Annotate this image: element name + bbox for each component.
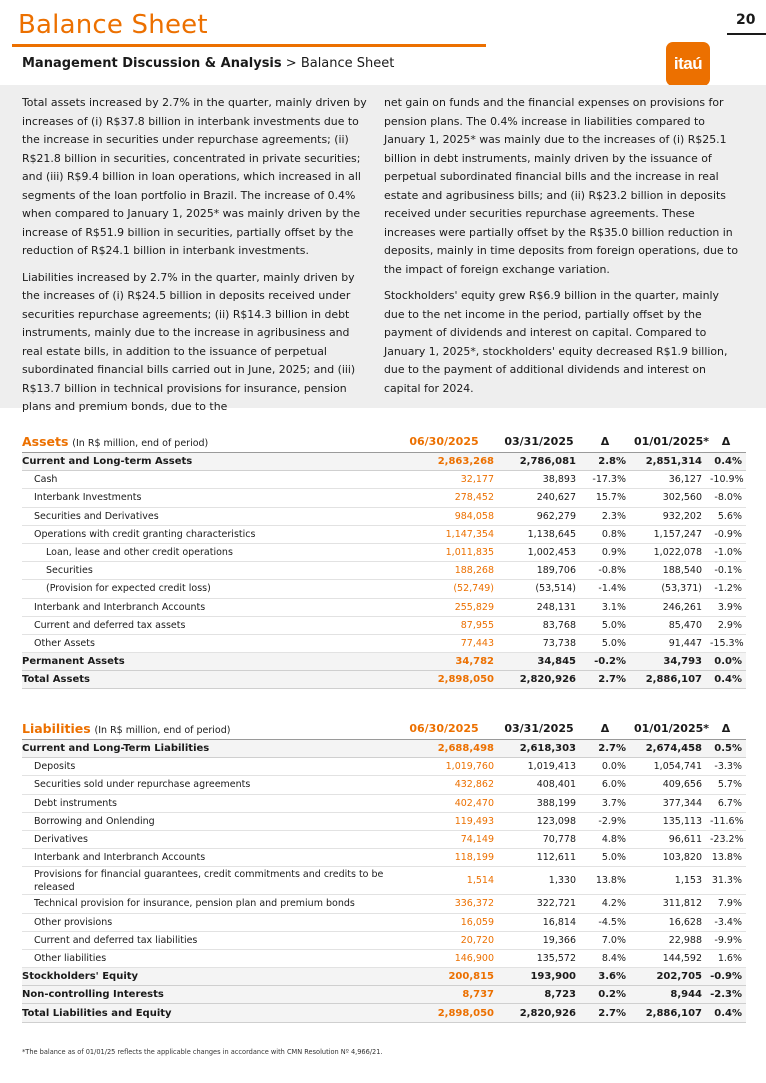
table-row — [22, 471, 746, 489]
table-cell: 255,829 — [390, 598, 498, 616]
row-label: Permanent Assets — [22, 653, 390, 671]
liabilities-title: Liabilities — [22, 720, 91, 736]
logo-text: itaú — [673, 54, 703, 73]
table-cell: 83,768 — [498, 616, 580, 634]
column-header: Δ — [580, 430, 630, 453]
liabilities-header-row — [22, 717, 746, 740]
breadcrumb-current: Balance Sheet — [300, 56, 395, 71]
table-cell: -0.1% — [706, 562, 746, 580]
table-cell: 1,054,741 — [630, 758, 706, 776]
table-row — [22, 949, 746, 967]
table-cell: 1,019,413 — [498, 758, 580, 776]
row-label: Current and deferred tax assets — [22, 616, 390, 634]
row-label: Securities sold under repurchase agreements — [22, 776, 390, 794]
column-header: 03/31/2025 — [498, 430, 580, 453]
column-header: Δ — [580, 717, 630, 740]
row-label: Other liabilities — [22, 949, 390, 967]
table-cell: 8,723 — [498, 986, 580, 1004]
table-cell: 377,344 — [630, 794, 706, 812]
assets-table-title — [22, 430, 390, 453]
page-number-underline — [727, 33, 766, 35]
table-row — [22, 776, 746, 794]
table-cell: 36,127 — [630, 471, 706, 489]
table-cell: 13.8% — [580, 867, 630, 895]
row-label: Provisions for financial guarantees, credit commitments and credits to be released — [22, 867, 390, 895]
intro-left-column — [22, 94, 368, 425]
table-cell: 34,782 — [390, 653, 498, 671]
intro-paragraph: Total assets increased by 2.7% in the quarter, mainly driven by increases of (i) R$37.8 billion in interbank investments due to the increase in securities under repurchase agreements; (ii) R$21.8 billion in securities, concentrated in private securities; and (iii) R$9.4 billion in loan operations, which increased in all segments of the loan portfolio in Brazil. The increase of 0.4% when compared to January 1, 2025* was mainly driven by the increase of R$51.9 billion in securities, partially offset by the reduction of R$24.1 billion in interbank investments. — [22, 96, 367, 257]
table-cell: 2.7% — [580, 671, 630, 689]
table-row — [22, 671, 746, 689]
table-cell: 34,845 — [498, 653, 580, 671]
table-cell: 7.0% — [580, 931, 630, 949]
column-header: Δ — [706, 717, 746, 740]
table-cell: 2,820,926 — [498, 1004, 580, 1022]
table-cell: 91,447 — [630, 634, 706, 652]
table-cell: 0.4% — [706, 671, 746, 689]
table-cell: -0.8% — [580, 562, 630, 580]
intro-paragraph: Liabilities increased by 2.7% in the quarter, mainly driven by the increases of (i) R$24.5 billion in deposits received under securities repurchase agreements; (ii) R$14.3 billion in debt instruments, mainly due to the increase in agribusiness and real estate bills, in addition to the issuance of perpetual subordinated financial bills carried out in June, 2025; and (iii) R$13.7 billion in technical provisions for insurance, pension plans and premium bonds, due to the — [22, 270, 356, 413]
table-cell: 3.7% — [580, 794, 630, 812]
table-cell: 15.7% — [580, 489, 630, 507]
table-cell: 432,862 — [390, 776, 498, 794]
table-cell: 1,157,247 — [630, 525, 706, 543]
table-cell: 962,279 — [498, 507, 580, 525]
table-cell: 2.9% — [706, 616, 746, 634]
row-label: Interbank Investments — [22, 489, 390, 507]
table-cell: 409,656 — [630, 776, 706, 794]
row-label: Debt instruments — [22, 794, 390, 812]
table-cell: 2,688,498 — [390, 740, 498, 758]
table-row — [22, 1004, 746, 1022]
table-cell: 302,560 — [630, 489, 706, 507]
liabilities-units: (In R$ million, end of period) — [94, 724, 231, 736]
assets-title: Assets — [22, 433, 69, 449]
row-label: Operations with credit granting characteristics — [22, 525, 390, 543]
table-cell: 123,098 — [498, 812, 580, 830]
table-cell: 1,330 — [498, 867, 580, 895]
table-cell: 3.6% — [580, 968, 630, 986]
table-cell: 8,944 — [630, 986, 706, 1004]
table-cell: 3.1% — [580, 598, 630, 616]
table-cell: 188,540 — [630, 562, 706, 580]
table-cell: 408,401 — [498, 776, 580, 794]
page-title: Balance Sheet — [18, 10, 208, 40]
table-cell: -23.2% — [706, 830, 746, 848]
table-cell: 246,261 — [630, 598, 706, 616]
table-cell: 200,815 — [390, 968, 498, 986]
table-cell: 5.0% — [580, 634, 630, 652]
row-label: Non-controlling Interests — [22, 986, 390, 1004]
liabilities-table-container — [22, 717, 746, 1023]
table-cell: 13.8% — [706, 849, 746, 867]
row-label: Total Assets — [22, 671, 390, 689]
table-cell: 932,202 — [630, 507, 706, 525]
table-cell: 5.7% — [706, 776, 746, 794]
table-cell: 1,002,453 — [498, 543, 580, 561]
intro-paragraph: Stockholders' equity grew R$6.9 billion in the quarter, mainly due to the net income in the period, partially offset by the payment of dividends and interest on capital. Compared to January 1, 2025*, stockholders' equity decreased R$1.9 billion, due to the payment of additional dividends and interest on capital for 2024. — [384, 289, 728, 395]
row-label: Current and deferred tax liabilities — [22, 931, 390, 949]
table-row — [22, 562, 746, 580]
row-label: Current and Long-term Assets — [22, 453, 390, 471]
table-cell: 85,470 — [630, 616, 706, 634]
table-cell: -9.9% — [706, 931, 746, 949]
table-row — [22, 794, 746, 812]
column-header: 06/30/2025 — [390, 717, 498, 740]
table-cell: 135,572 — [498, 949, 580, 967]
table-cell: 2,898,050 — [390, 1004, 498, 1022]
table-cell: -3.3% — [706, 758, 746, 776]
table-cell: -1.0% — [706, 543, 746, 561]
table-row — [22, 830, 746, 848]
table-cell: 984,058 — [390, 507, 498, 525]
table-cell: 34,793 — [630, 653, 706, 671]
liabilities-table-title — [22, 717, 390, 740]
table-row — [22, 895, 746, 913]
table-cell: 6.0% — [580, 776, 630, 794]
table-row — [22, 653, 746, 671]
table-cell: 2.7% — [580, 1004, 630, 1022]
table-cell: -10.9% — [706, 471, 746, 489]
table-cell: 0.5% — [706, 740, 746, 758]
table-cell: 16,814 — [498, 913, 580, 931]
table-cell: 189,706 — [498, 562, 580, 580]
intro-right-column — [384, 94, 742, 406]
table-cell: 32,177 — [390, 471, 498, 489]
table-cell: 0.0% — [580, 758, 630, 776]
row-label: Current and Long-Term Liabilities — [22, 740, 390, 758]
table-cell: 188,268 — [390, 562, 498, 580]
table-cell: 0.4% — [706, 1004, 746, 1022]
intro-paragraph: net gain on funds and the financial expenses on provisions for pension plans. The 0.4% increase in liabilities compared to January 1, 2025* was mainly due to the increases of (i) R$25.1 billion in debt instruments, mainly driven by the issuance of perpetual subordinated financial bills and the increase in real estate and agribusiness bills; and (ii) R$23.2 billion in deposits received under securities repurchase agreements. These increases were partially offset by the R$35.0 billion reduction in deposits, mainly in time deposits from foreign operations, due to the impact of foreign exchange variation. — [384, 96, 738, 276]
table-row — [22, 986, 746, 1004]
table-cell: 8,737 — [390, 986, 498, 1004]
table-cell: -11.6% — [706, 812, 746, 830]
table-cell: 2.3% — [580, 507, 630, 525]
footnote: *The balance as of 01/01/25 reflects the applicable changes in accordance with CMN Resolution Nº 4,966/21. — [22, 1048, 383, 1056]
assets-table-body — [22, 453, 746, 689]
table-cell: 146,900 — [390, 949, 498, 967]
table-row — [22, 580, 746, 598]
table-cell: 70,778 — [498, 830, 580, 848]
table-row — [22, 543, 746, 561]
table-row — [22, 968, 746, 986]
table-cell: 278,452 — [390, 489, 498, 507]
table-row — [22, 616, 746, 634]
table-cell: 6.7% — [706, 794, 746, 812]
table-cell: 3.9% — [706, 598, 746, 616]
table-cell: 1,019,760 — [390, 758, 498, 776]
table-cell: -2.9% — [580, 812, 630, 830]
breadcrumb — [22, 56, 394, 71]
table-cell: 1.6% — [706, 949, 746, 967]
row-label: Interbank and Interbranch Accounts — [22, 849, 390, 867]
table-cell: 322,721 — [498, 895, 580, 913]
table-row — [22, 453, 746, 471]
table-cell: -0.9% — [706, 525, 746, 543]
table-cell: 22,988 — [630, 931, 706, 949]
column-header: 01/01/2025* — [630, 717, 706, 740]
table-cell: 2.7% — [580, 740, 630, 758]
table-cell: 96,611 — [630, 830, 706, 848]
column-header: 06/30/2025 — [390, 430, 498, 453]
table-cell: 1,514 — [390, 867, 498, 895]
table-cell: 336,372 — [390, 895, 498, 913]
assets-units: (In R$ million, end of period) — [72, 437, 209, 449]
table-cell: 119,493 — [390, 812, 498, 830]
table-cell: -1.2% — [706, 580, 746, 598]
table-cell: 7.9% — [706, 895, 746, 913]
table-cell: 118,199 — [390, 849, 498, 867]
table-cell: 311,812 — [630, 895, 706, 913]
table-cell: 2,851,314 — [630, 453, 706, 471]
table-cell: 202,705 — [630, 968, 706, 986]
table-cell: 31.3% — [706, 867, 746, 895]
table-cell: 16,059 — [390, 913, 498, 931]
table-cell: 1,153 — [630, 867, 706, 895]
liabilities-table-body — [22, 740, 746, 1023]
row-label: Interbank and Interbranch Accounts — [22, 598, 390, 616]
table-cell: 2,863,268 — [390, 453, 498, 471]
table-row — [22, 525, 746, 543]
table-cell: 5.0% — [580, 616, 630, 634]
row-label: Loan, lease and other credit operations — [22, 543, 390, 561]
liabilities-table — [22, 717, 746, 1023]
table-cell: 1,022,078 — [630, 543, 706, 561]
table-cell: 8.4% — [580, 949, 630, 967]
table-cell: 1,138,645 — [498, 525, 580, 543]
table-cell: 2,674,458 — [630, 740, 706, 758]
table-cell: 20,720 — [390, 931, 498, 949]
table-cell: -1.4% — [580, 580, 630, 598]
table-cell: 240,627 — [498, 489, 580, 507]
table-cell: 1,011,835 — [390, 543, 498, 561]
table-cell: 0.2% — [580, 986, 630, 1004]
table-cell: 5.0% — [580, 849, 630, 867]
table-cell: 402,470 — [390, 794, 498, 812]
table-cell: 144,592 — [630, 949, 706, 967]
assets-table-container — [22, 430, 746, 689]
column-header: Δ — [706, 430, 746, 453]
table-row — [22, 489, 746, 507]
table-row — [22, 758, 746, 776]
row-label: Total Liabilities and Equity — [22, 1004, 390, 1022]
row-label: (Provision for expected credit loss) — [22, 580, 390, 598]
table-cell: 388,199 — [498, 794, 580, 812]
table-row — [22, 931, 746, 949]
row-label: Other provisions — [22, 913, 390, 931]
table-cell: (53,371) — [630, 580, 706, 598]
row-label: Technical provision for insurance, pension plan and premium bonds — [22, 895, 390, 913]
table-cell: 2,820,926 — [498, 671, 580, 689]
row-label: Deposits — [22, 758, 390, 776]
table-row — [22, 849, 746, 867]
row-label: Cash — [22, 471, 390, 489]
table-row — [22, 867, 746, 895]
title-underline — [12, 44, 486, 47]
table-cell: 103,820 — [630, 849, 706, 867]
table-cell: (52,749) — [390, 580, 498, 598]
table-cell: 0.4% — [706, 453, 746, 471]
breadcrumb-separator: > — [285, 56, 297, 71]
row-label: Stockholders' Equity — [22, 968, 390, 986]
assets-table — [22, 430, 746, 689]
table-row — [22, 507, 746, 525]
table-cell: -4.5% — [580, 913, 630, 931]
table-cell: -2.3% — [706, 986, 746, 1004]
table-cell: 2.8% — [580, 453, 630, 471]
table-cell: -3.4% — [706, 913, 746, 931]
column-header: 03/31/2025 — [498, 717, 580, 740]
table-cell: 0.9% — [580, 543, 630, 561]
table-row — [22, 634, 746, 652]
table-cell: (53,514) — [498, 580, 580, 598]
table-cell: 2,886,107 — [630, 671, 706, 689]
table-cell: 0.8% — [580, 525, 630, 543]
table-cell: -17.3% — [580, 471, 630, 489]
table-cell: 2,886,107 — [630, 1004, 706, 1022]
table-cell: 0.0% — [706, 653, 746, 671]
row-label: Borrowing and Onlending — [22, 812, 390, 830]
table-row — [22, 913, 746, 931]
table-cell: 248,131 — [498, 598, 580, 616]
table-cell: -15.3% — [706, 634, 746, 652]
table-cell: 4.8% — [580, 830, 630, 848]
table-cell: -0.9% — [706, 968, 746, 986]
row-label: Other Assets — [22, 634, 390, 652]
column-header: 01/01/2025* — [630, 430, 706, 453]
page-number: 20 — [736, 12, 756, 28]
table-cell: 2,898,050 — [390, 671, 498, 689]
table-cell: 5.6% — [706, 507, 746, 525]
table-row — [22, 812, 746, 830]
row-label: Securities — [22, 562, 390, 580]
table-cell: 1,147,354 — [390, 525, 498, 543]
table-cell: 19,366 — [498, 931, 580, 949]
table-cell: 74,149 — [390, 830, 498, 848]
itau-logo — [666, 42, 710, 86]
table-cell: 77,443 — [390, 634, 498, 652]
table-cell: 193,900 — [498, 968, 580, 986]
table-cell: 73,738 — [498, 634, 580, 652]
table-cell: -8.0% — [706, 489, 746, 507]
table-cell: 16,628 — [630, 913, 706, 931]
row-label: Securities and Derivatives — [22, 507, 390, 525]
table-cell: 87,955 — [390, 616, 498, 634]
table-row — [22, 740, 746, 758]
table-cell: 112,611 — [498, 849, 580, 867]
table-cell: 2,618,303 — [498, 740, 580, 758]
assets-header-row — [22, 430, 746, 453]
table-cell: 4.2% — [580, 895, 630, 913]
table-row — [22, 598, 746, 616]
table-cell: 135,113 — [630, 812, 706, 830]
table-cell: 2,786,081 — [498, 453, 580, 471]
row-label: Derivatives — [22, 830, 390, 848]
breadcrumb-section: Management Discussion & Analysis — [22, 56, 282, 71]
table-cell: 38,893 — [498, 471, 580, 489]
table-cell: -0.2% — [580, 653, 630, 671]
